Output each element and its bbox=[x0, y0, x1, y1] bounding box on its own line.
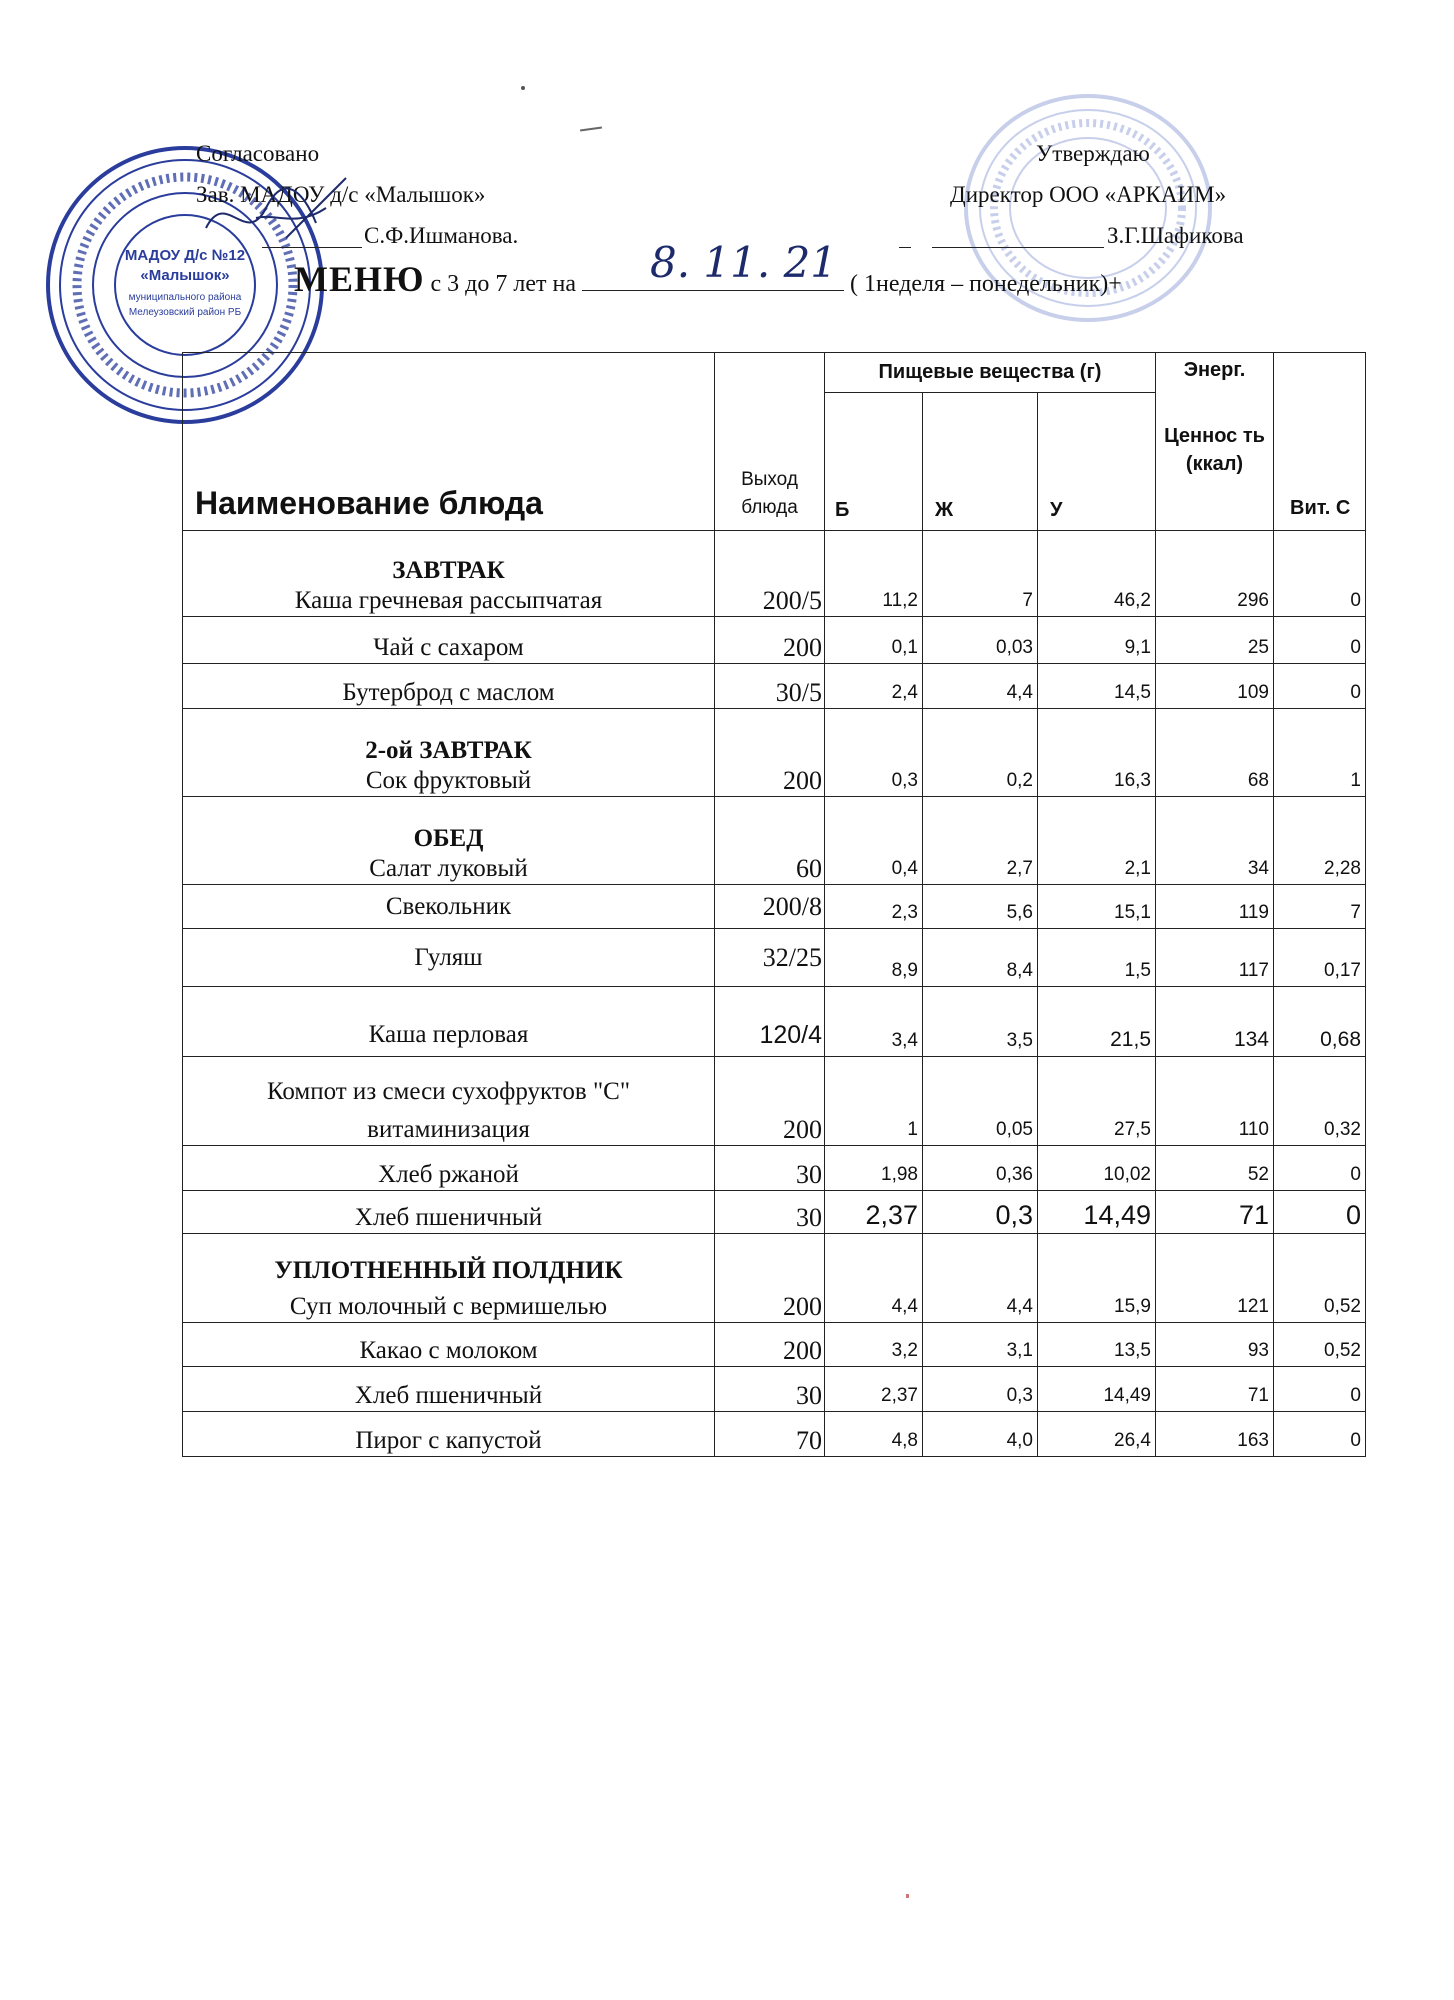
carbs-cell: 21,5 bbox=[1038, 987, 1156, 1057]
header-dish-name: Наименование блюда bbox=[183, 353, 715, 531]
table-row bbox=[183, 1367, 1366, 1412]
protein-cell: 1 bbox=[825, 1057, 923, 1146]
dish-name: Гуляш bbox=[183, 929, 715, 987]
header-nutrients: Пищевые вещества (г) bbox=[825, 353, 1156, 393]
carbs-cell: 46,2 bbox=[1038, 531, 1156, 617]
vitamin-cell: 0,32 bbox=[1274, 1057, 1366, 1146]
output-cell: 30 bbox=[715, 1367, 825, 1412]
protein-cell: 0,4 bbox=[825, 797, 923, 885]
vitamin-cell: 0,52 bbox=[1274, 1323, 1366, 1367]
carbs-cell: 16,3 bbox=[1038, 709, 1156, 797]
approve-organization: Директор ООО «АРКАИМ» bbox=[950, 182, 1227, 207]
kcal-cell: 34 bbox=[1156, 797, 1274, 885]
dish-cell bbox=[183, 709, 715, 797]
table-row bbox=[183, 617, 1366, 664]
protein-cell: 8,9 bbox=[825, 929, 923, 987]
table-row bbox=[183, 1234, 1366, 1323]
kcal-cell: 117 bbox=[1156, 929, 1274, 987]
approve-signature-line-2 bbox=[932, 247, 1104, 248]
scan-speck bbox=[521, 86, 525, 90]
dish-name: Бутерброд с маслом bbox=[183, 664, 715, 709]
scan-speck bbox=[906, 1894, 909, 1898]
vitamin-cell: 0,52 bbox=[1274, 1234, 1366, 1323]
fat-cell: 0,05 bbox=[923, 1057, 1038, 1146]
table-row bbox=[183, 929, 1366, 987]
vitamin-cell: 0 bbox=[1274, 1146, 1366, 1191]
table-row bbox=[183, 709, 1366, 797]
output-cell: 70 bbox=[715, 1412, 825, 1457]
fat-cell: 0,36 bbox=[923, 1146, 1038, 1191]
output-cell: 32/25 bbox=[715, 929, 825, 987]
protein-cell: 3,2 bbox=[825, 1323, 923, 1367]
kcal-cell: 68 bbox=[1156, 709, 1274, 797]
approve-signature-line bbox=[899, 247, 911, 248]
fat-cell: 4,0 bbox=[923, 1412, 1038, 1457]
kcal-cell: 121 bbox=[1156, 1234, 1274, 1323]
fat-cell: 8,4 bbox=[923, 929, 1038, 987]
section-title: УПЛОТНЕННЫЙ ПОЛДНИК bbox=[274, 1257, 623, 1284]
fat-cell: 0,3 bbox=[923, 1367, 1038, 1412]
agreed-label: Согласовано bbox=[196, 141, 320, 166]
output-cell: 200 bbox=[715, 1057, 825, 1146]
dish-name: Чай с сахаром bbox=[183, 617, 715, 664]
dish-cell bbox=[183, 1234, 715, 1323]
kcal-cell: 71 bbox=[1156, 1367, 1274, 1412]
vitamin-cell: 0,17 bbox=[1274, 929, 1366, 987]
carbs-cell: 26,4 bbox=[1038, 1412, 1156, 1457]
stamp-line-3: муниципального района bbox=[128, 292, 242, 303]
vitamin-cell: 0 bbox=[1274, 1367, 1366, 1412]
protein-cell: 2,4 bbox=[825, 664, 923, 709]
header-energy-bottom: Ценнос ть (ккал) bbox=[1164, 425, 1265, 475]
kcal-cell: 296 bbox=[1156, 531, 1274, 617]
kcal-cell: 110 bbox=[1156, 1057, 1274, 1146]
dish-cell bbox=[183, 1057, 715, 1146]
dish-name: Хлеб пшеничный bbox=[183, 1191, 715, 1234]
dish-cell bbox=[183, 797, 715, 885]
table-row bbox=[183, 797, 1366, 885]
output-cell: 200 bbox=[715, 617, 825, 664]
dish-name: Сок фруктовый bbox=[365, 767, 532, 794]
dish-name: Суп молочный с вермишелью bbox=[289, 1293, 608, 1320]
stamp-line-1: МАДОУ Д/с №12 bbox=[124, 247, 246, 264]
carbs-cell: 14,49 bbox=[1038, 1191, 1156, 1234]
vitamin-cell: 7 bbox=[1274, 885, 1366, 929]
header-energy bbox=[1156, 353, 1274, 531]
carbs-cell: 15,1 bbox=[1038, 885, 1156, 929]
protein-cell: 4,8 bbox=[825, 1412, 923, 1457]
header-energy-top: Энерг. bbox=[1183, 359, 1246, 381]
output-cell: 200/5 bbox=[715, 531, 825, 617]
table-row bbox=[183, 885, 1366, 929]
vitamin-cell: 0 bbox=[1274, 531, 1366, 617]
output-cell: 30 bbox=[715, 1191, 825, 1234]
section-title: 2-ой ЗАВТРАК bbox=[365, 737, 532, 764]
fat-cell: 4,4 bbox=[923, 664, 1038, 709]
dish-name: Компот из смеси сухофруктов "С" bbox=[266, 1078, 631, 1105]
menu-week: ( 1неделя – понедельник)+ bbox=[850, 271, 1122, 297]
dish-name: Хлеб пшеничный bbox=[183, 1367, 715, 1412]
header-carbs: У bbox=[1038, 393, 1156, 531]
kcal-cell: 93 bbox=[1156, 1323, 1274, 1367]
dish-name: Хлеб ржаной bbox=[183, 1146, 715, 1191]
signature-left bbox=[196, 168, 396, 258]
output-cell: 60 bbox=[715, 797, 825, 885]
carbs-cell: 27,5 bbox=[1038, 1057, 1156, 1146]
carbs-cell: 13,5 bbox=[1038, 1323, 1156, 1367]
dish-cell bbox=[183, 531, 715, 617]
fat-cell: 4,4 bbox=[923, 1234, 1038, 1323]
protein-cell: 11,2 bbox=[825, 531, 923, 617]
stamp-line-2: «Малышок» bbox=[140, 267, 230, 284]
fat-cell: 0,3 bbox=[923, 1191, 1038, 1234]
protein-cell: 0,3 bbox=[825, 709, 923, 797]
output-cell: 30/5 bbox=[715, 664, 825, 709]
vitamin-cell: 1 bbox=[1274, 709, 1366, 797]
table-row bbox=[183, 1323, 1366, 1367]
header-vitamin-c: Вит. С bbox=[1274, 353, 1366, 531]
kcal-cell: 71 bbox=[1156, 1191, 1274, 1234]
table-row bbox=[183, 1191, 1366, 1234]
dish-name: Какао с молоком bbox=[183, 1323, 715, 1367]
fat-cell: 0,2 bbox=[923, 709, 1038, 797]
approve-name: З.Г.Шафикова bbox=[1107, 223, 1244, 248]
vitamin-cell: 0,68 bbox=[1274, 987, 1366, 1057]
protein-cell: 1,98 bbox=[825, 1146, 923, 1191]
output-cell: 200 bbox=[715, 1234, 825, 1323]
output-cell: 120/4 bbox=[715, 987, 825, 1057]
protein-cell: 2,37 bbox=[825, 1367, 923, 1412]
protein-cell: 0,1 bbox=[825, 617, 923, 664]
table-row bbox=[183, 987, 1366, 1057]
kcal-cell: 109 bbox=[1156, 664, 1274, 709]
table-row bbox=[183, 1412, 1366, 1457]
scan-speck bbox=[580, 126, 602, 131]
menu-table bbox=[182, 352, 1366, 1457]
table-row bbox=[183, 1057, 1366, 1146]
vitamin-cell: 0 bbox=[1274, 617, 1366, 664]
vitamin-cell: 0 bbox=[1274, 1412, 1366, 1457]
menu-age: с 3 до 7 лет на bbox=[430, 271, 577, 297]
approve-label: Утверждаю bbox=[1036, 141, 1150, 166]
fat-cell: 7 bbox=[923, 531, 1038, 617]
kcal-cell: 52 bbox=[1156, 1146, 1274, 1191]
agreed-name: С.Ф.Ишманова. bbox=[364, 223, 519, 248]
header-protein: Б bbox=[825, 393, 923, 531]
fat-cell: 2,7 bbox=[923, 797, 1038, 885]
vitamin-cell: 0 bbox=[1274, 1191, 1366, 1234]
table-row bbox=[183, 1146, 1366, 1191]
kcal-cell: 119 bbox=[1156, 885, 1274, 929]
agreed-organization: Зав. МАДОУ д/с «Малышок» bbox=[196, 182, 486, 207]
header-output: Выход блюда bbox=[715, 353, 825, 531]
vitamin-cell: 2,28 bbox=[1274, 797, 1366, 885]
protein-cell: 4,4 bbox=[825, 1234, 923, 1323]
section-title: ОБЕД bbox=[413, 825, 484, 852]
carbs-cell: 14,5 bbox=[1038, 664, 1156, 709]
carbs-cell: 2,1 bbox=[1038, 797, 1156, 885]
output-cell: 200 bbox=[715, 709, 825, 797]
output-cell: 30 bbox=[715, 1146, 825, 1191]
menu-date-handwritten: 8. 11. 21 bbox=[650, 238, 838, 287]
output-cell: 200 bbox=[715, 1323, 825, 1367]
protein-cell: 2,3 bbox=[825, 885, 923, 929]
kcal-cell: 25 bbox=[1156, 617, 1274, 664]
protein-cell: 3,4 bbox=[825, 987, 923, 1057]
dish-name: Салат луковый bbox=[369, 855, 528, 882]
carbs-cell: 1,5 bbox=[1038, 929, 1156, 987]
dish-name: Каша гречневая рассыпчатая bbox=[294, 587, 603, 614]
kcal-cell: 163 bbox=[1156, 1412, 1274, 1457]
carbs-cell: 15,9 bbox=[1038, 1234, 1156, 1323]
fat-cell: 3,5 bbox=[923, 987, 1038, 1057]
header-fat: Ж bbox=[923, 393, 1038, 531]
dish-name-line-2: витаминизация bbox=[367, 1116, 530, 1143]
fat-cell: 3,1 bbox=[923, 1323, 1038, 1367]
table-row bbox=[183, 664, 1366, 709]
carbs-cell: 14,49 bbox=[1038, 1367, 1156, 1412]
carbs-cell: 9,1 bbox=[1038, 617, 1156, 664]
carbs-cell: 10,02 bbox=[1038, 1146, 1156, 1191]
vitamin-cell: 0 bbox=[1274, 664, 1366, 709]
output-cell: 200/8 bbox=[715, 885, 825, 929]
dish-name: Каша перловая bbox=[183, 987, 715, 1057]
protein-cell: 2,37 bbox=[825, 1191, 923, 1234]
fat-cell: 0,03 bbox=[923, 617, 1038, 664]
fat-cell: 5,6 bbox=[923, 885, 1038, 929]
table-row bbox=[183, 531, 1366, 617]
section-title: ЗАВТРАК bbox=[392, 557, 505, 584]
kcal-cell: 134 bbox=[1156, 987, 1274, 1057]
stamp-line-4: Мелеузовский район РБ bbox=[128, 307, 242, 318]
dish-name: Свекольник bbox=[183, 885, 715, 929]
menu-word: МЕНЮ bbox=[294, 259, 425, 299]
dish-name: Пирог с капустой bbox=[183, 1412, 715, 1457]
